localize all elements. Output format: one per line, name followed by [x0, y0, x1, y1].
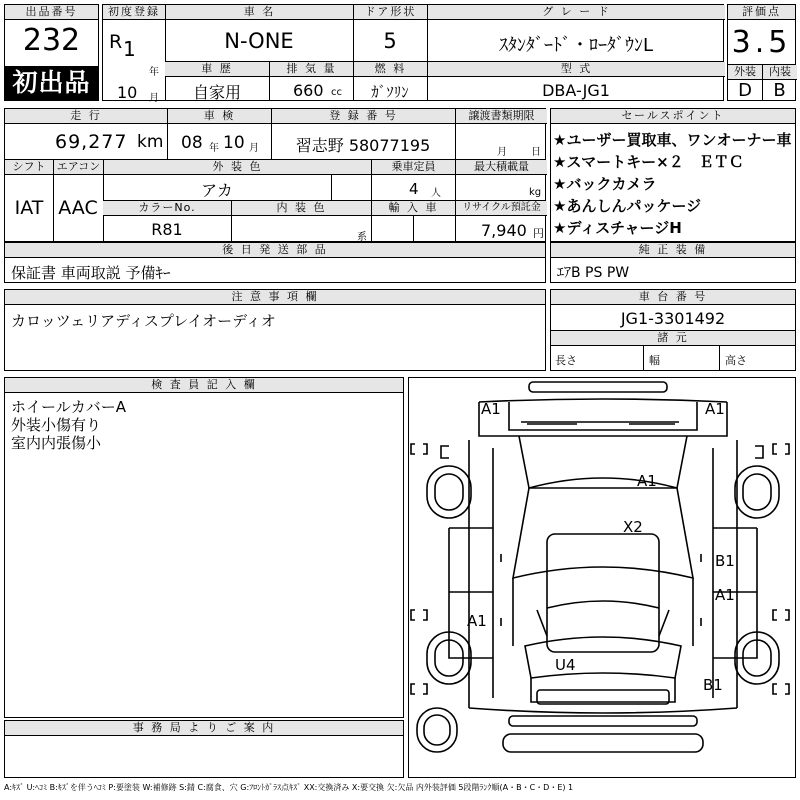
shift: IAT — [14, 197, 44, 219]
sales-point-4: ★あんしんパッケージ — [553, 197, 702, 215]
car-outline — [409, 378, 795, 777]
inspector-line-3: 室内内張傷小 — [11, 434, 102, 452]
exterior-label: 外装 — [728, 65, 762, 80]
history-label: 車 歴 — [165, 62, 269, 77]
grade: ｽﾀﾝﾀﾞｰﾄﾞ・ﾛｰﾀﾞｳﾝL — [498, 35, 654, 56]
length-label: 長さ — [555, 354, 577, 367]
color-label: 外 装 色 — [103, 160, 371, 175]
reg-no-label: 登 録 番 号 — [271, 109, 455, 124]
fuel: ｶﾞｿﾘﾝ — [371, 83, 409, 101]
displacement: 660 — [293, 81, 324, 100]
damage-mark: A1 — [715, 586, 735, 604]
transfer-day-unit: 日 — [531, 147, 541, 158]
damage-mark: A1 — [705, 400, 725, 418]
legend: A:ｷｽﾞ U:ﾍｺﾐ B:ｷｽﾞを伴うﾍｺﾐ P:要塗装 W:補修跡 S:錆 C:腐食、穴 G:ﾌﾛﾝﾄｶﾞﾗｽ点ｷｽﾞ XX:交換済み X:要交換 欠:欠品 内外装評価 5段階ﾗﾝｸ順(A・B・C・D・E) 1 — [4, 783, 574, 792]
later-parts-box — [4, 242, 546, 283]
shift-label: シフト — [5, 160, 53, 175]
chassis-box — [550, 289, 796, 371]
doors: 5 — [383, 29, 397, 53]
vehicle-info-box — [102, 4, 724, 104]
inspector-line-1: ホイールカバーA — [11, 398, 126, 416]
later-parts-label: 後 日 発 送 部 品 — [5, 243, 545, 258]
equipment: ｴｱB PS PW — [557, 265, 630, 281]
inspector-label: 検 査 員 記 入 欄 — [5, 378, 403, 393]
sales-points-box — [550, 108, 796, 242]
score: 3.5 — [731, 25, 792, 60]
interior-grade: B — [773, 80, 786, 101]
capacity: 4 — [409, 180, 419, 198]
transfer-label: 譲渡書類期限 — [455, 109, 547, 124]
interior-color-label: 内 装 色 — [231, 201, 371, 216]
equipment-label: 純 正 装 備 — [551, 243, 795, 258]
damage-mark: B1 — [703, 676, 723, 694]
sales-point-3: ★バックカメラ — [553, 175, 657, 193]
damage-mark: A1 — [637, 472, 657, 490]
damage-mark: A1 — [481, 400, 501, 418]
load-unit: kg — [529, 187, 542, 198]
width-label: 幅 — [649, 354, 660, 367]
era: R — [109, 31, 123, 53]
sales-point-1: ★ユーザー買取車、ワンオーナー車 — [553, 131, 792, 149]
damage-mark: X2 — [623, 518, 643, 536]
inspection-year: 08 — [181, 133, 203, 153]
ac-label: エアコン — [53, 160, 103, 175]
notes: カロッツェリアディスプレイオーディオ — [11, 312, 276, 330]
first-listing-badge: 初出品 — [5, 66, 98, 100]
recycle-label: リサイクル預託金 — [455, 201, 547, 216]
mileage-label: 走 行 — [5, 109, 167, 124]
inspector-line-2: 外装小傷有り — [11, 416, 102, 434]
later-parts: 保証書 車両取説 予備ｷｰ — [11, 264, 171, 282]
model-label: 型 式 — [427, 62, 725, 77]
year-unit: 年 — [149, 67, 159, 78]
history: 自家用 — [192, 83, 241, 102]
chassis-label: 車 台 番 号 — [551, 290, 795, 305]
capacity-label: 乗車定員 — [371, 160, 455, 175]
inspection-month: 10 — [223, 133, 245, 153]
damage-diagram — [408, 377, 796, 778]
dims-label: 諸 元 — [551, 331, 795, 346]
mileage-unit: km — [137, 132, 164, 152]
lot-number-box — [4, 4, 99, 101]
damage-mark: U4 — [555, 656, 576, 674]
damage-mark: B1 — [715, 552, 735, 570]
interior-label: 内装 — [762, 65, 797, 80]
inspector-box — [4, 377, 404, 718]
recycle-fee: 7,940 — [481, 221, 527, 240]
office-box — [4, 720, 404, 778]
height-label: 高さ — [725, 354, 747, 367]
inspection-month-unit: 月 — [249, 143, 259, 154]
sales-point-5: ★ディスチャージH — [553, 219, 682, 237]
score-label: 評価点 — [728, 5, 795, 20]
first-reg-label: 初度登録 — [103, 5, 165, 20]
month-unit: 月 — [149, 93, 159, 104]
reg-month: 10 — [117, 83, 138, 102]
inspection-year-unit: 年 — [209, 143, 219, 154]
car-name-label: 車 名 — [165, 5, 353, 20]
ac: AAC — [58, 197, 98, 219]
mileage: 69,277 — [55, 131, 128, 153]
color-number: R81 — [151, 220, 183, 239]
details-box — [4, 108, 546, 242]
exterior-grade: D — [738, 80, 752, 101]
sales-point-2: ★スマートキー×２ ＥＴＣ — [553, 153, 744, 171]
grade-label: グ レ ー ド — [427, 5, 725, 20]
equipment-box — [550, 242, 796, 283]
notes-label: 注 意 事 項 欄 — [5, 290, 545, 305]
displacement-label: 排 気 量 — [269, 62, 353, 77]
displacement-unit: cc — [331, 87, 342, 98]
office-label: 事 務 局 よ り ご 案 内 — [5, 721, 403, 736]
body-color: アカ — [201, 181, 233, 200]
lot-number: 232 — [22, 23, 81, 58]
reg-number: 習志野 58077195 — [295, 136, 431, 155]
recycle-unit: 円 — [533, 227, 544, 240]
load-label: 最大積載量 — [455, 160, 547, 175]
color-no-label: カラーNo. — [103, 201, 231, 216]
transfer-month-unit: 月 — [497, 147, 507, 158]
reg-year: 1 — [123, 37, 136, 61]
damage-mark: A1 — [467, 612, 487, 630]
fuel-label: 燃 料 — [353, 62, 427, 77]
import-label: 輸 入 車 — [371, 201, 455, 216]
model: DBA-JG1 — [542, 81, 610, 100]
chassis-number: JG1-3301492 — [620, 309, 726, 328]
sales-points-label: セールスポイント — [551, 109, 795, 124]
door-label: ドア形状 — [353, 5, 427, 20]
car-name: N-ONE — [224, 29, 294, 53]
notes-box — [4, 289, 546, 371]
score-box — [727, 4, 796, 101]
capacity-unit: 人 — [431, 188, 441, 199]
interior-color-unit: 系 — [357, 232, 367, 243]
lot-number-label: 出品番号 — [5, 5, 98, 20]
inspection-label: 車 検 — [167, 109, 271, 124]
